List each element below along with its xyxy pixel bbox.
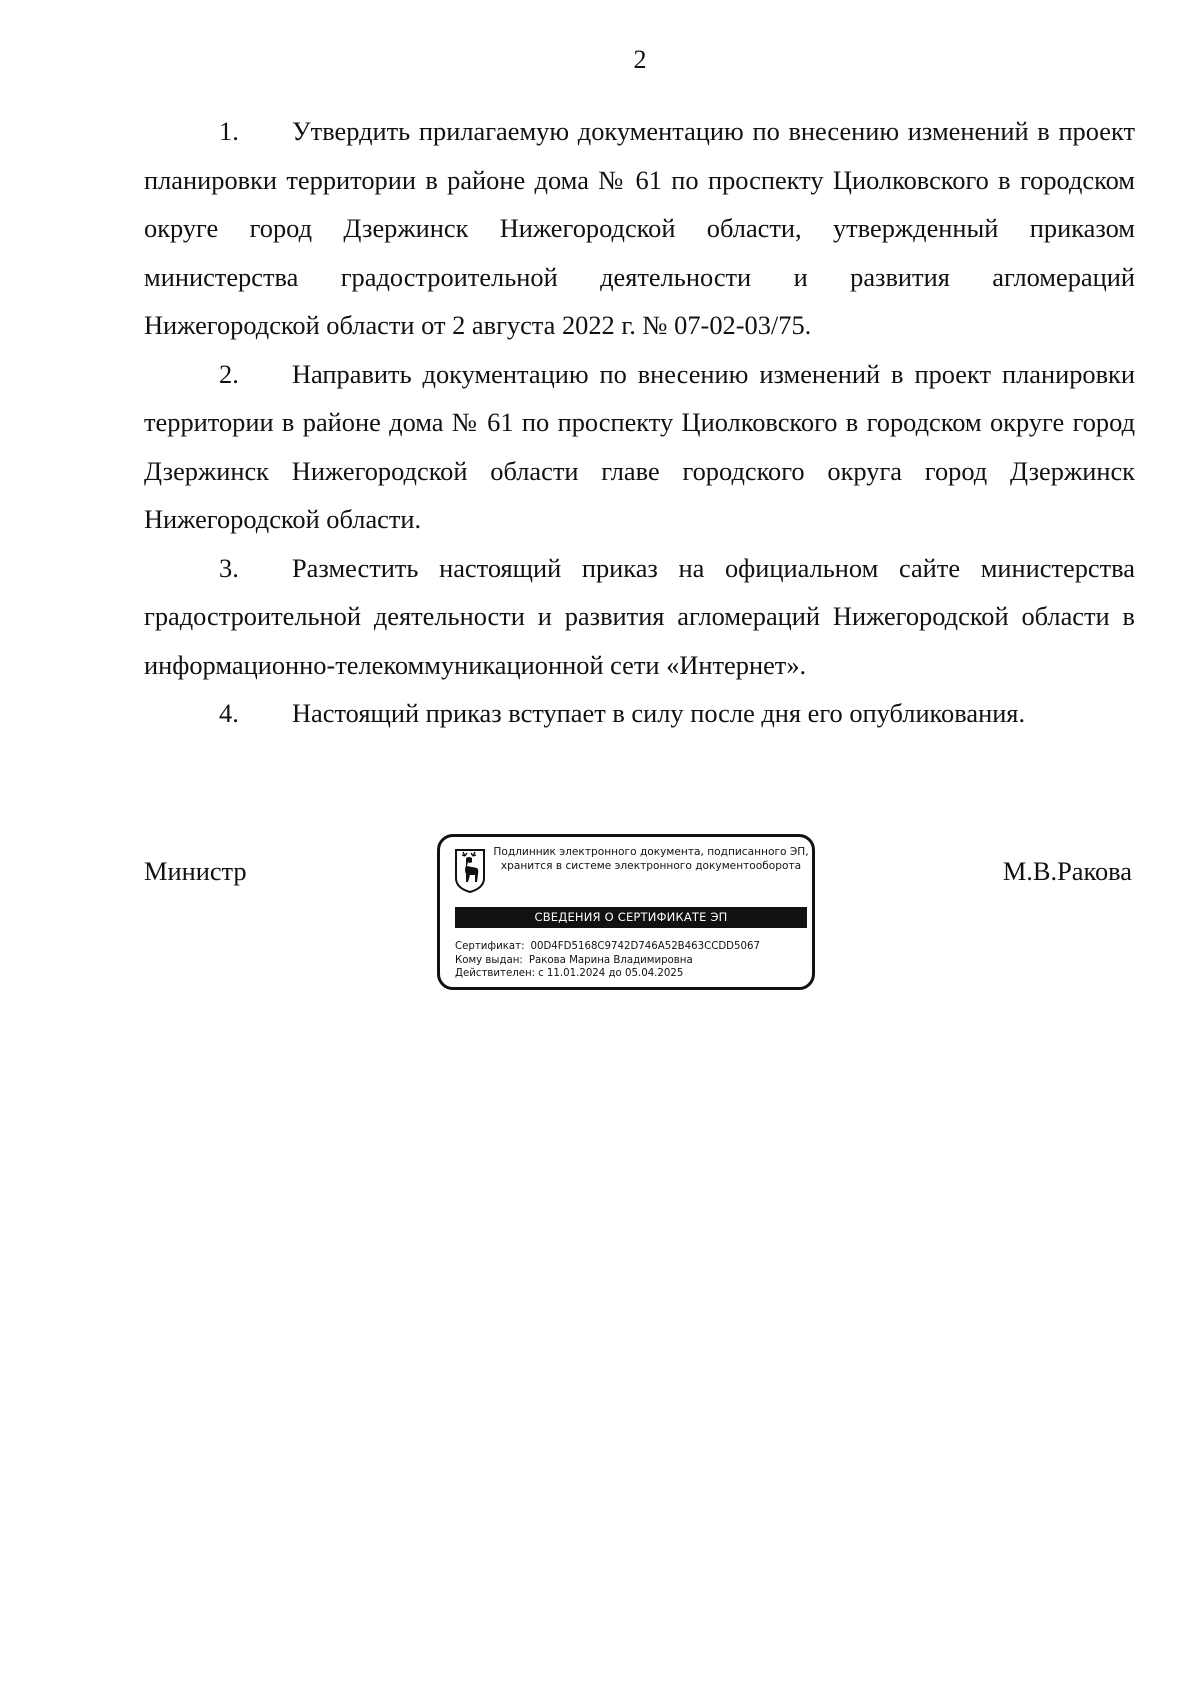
order-item-text: Разместить настоящий приказ на официальном сайте министерства градостроительной деятельности и развития агломераций Нижегородской области в информационно-телекоммуникационной сети «Интернет». (144, 552, 1135, 680)
issued-to-label: Кому выдан: (455, 954, 523, 966)
order-item-text: Утвердить прилагаемую документацию по внесению изменений в проект планировки территории в районе дома № 61 по проспекту Циолковского в городском округе город Дзержинск Нижегородской области, утвержденный приказом министерства градостроительной деятельности и развития агломераций Нижегородской области от 2 августа 2022 г. № 07-02-03/75. (144, 116, 1135, 340)
order-item-number: 3. (219, 552, 239, 583)
order-item-text: Настоящий приказ вступает в силу после дня его опубликования. (292, 698, 1026, 728)
validity-label: Действителен: (455, 968, 536, 979)
certificate-value: 00D4FD5168C9742D746A52B463CCDD5067 (530, 941, 760, 952)
order-item-text: Направить документацию по внесению изменений в проект планировки территории в районе дома № 61 по проспекту Циолковского в городском округе город Дзержинск Нижегородской области главе городского округа город Дзержинск Нижегородской области. (144, 358, 1135, 534)
order-item-number: 4. (219, 698, 239, 728)
stamp-certificate-title: СВЕДЕНИЯ О СЕРТИФИКАТЕ ЭП (455, 907, 807, 928)
electronic-signature-stamp (437, 834, 815, 990)
order-item-number: 1. (219, 116, 239, 146)
validity-row (455, 967, 810, 981)
stamp-certificate-details (455, 940, 810, 981)
order-item-3 (144, 544, 1135, 690)
page-number: 2 (633, 45, 647, 74)
order-item-2 (144, 350, 1135, 544)
certificate-label: Сертификат: (455, 941, 525, 952)
certificate-row (455, 940, 810, 954)
order-item-1 (144, 107, 1135, 350)
issued-to-value: Ракова Марина Владимировна (528, 954, 693, 966)
nizhny-novgorod-deer-emblem-icon (453, 848, 487, 894)
signatory-position: Министр (144, 856, 247, 886)
signatory-name: М.В.Ракова (1002, 856, 1132, 886)
validity-value: с 11.01.2024 до 05.04.2025 (538, 968, 684, 979)
stamp-header-line: хранится в системе электронного документооборота (500, 860, 802, 872)
order-item-number: 2. (219, 358, 239, 389)
stamp-header-line: Подлинник электронного документа, подписанного ЭП, (493, 846, 809, 858)
order-item-4 (144, 689, 1135, 738)
order-body (144, 107, 1135, 738)
issued-to-row (455, 954, 810, 968)
stamp-header (492, 845, 810, 873)
